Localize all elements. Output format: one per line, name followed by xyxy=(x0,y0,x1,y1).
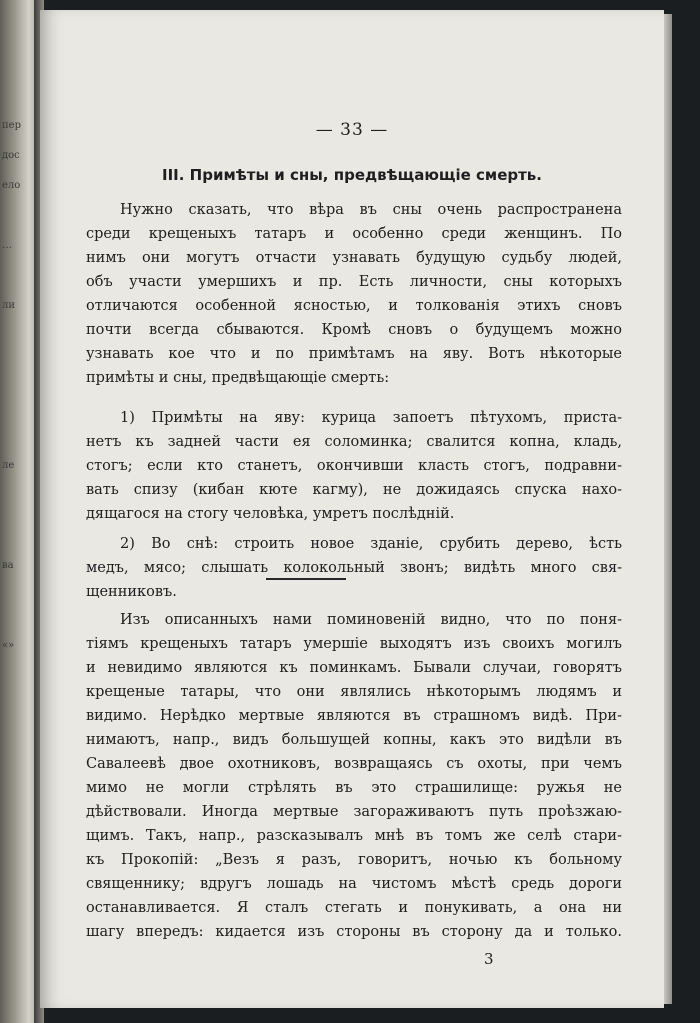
text-line: нимаютъ, напр., видъ большущей копны, какъ это видѣли въ xyxy=(86,732,622,748)
text-line: отличаются особенной ясностью, и толкованія этихъ сновъ xyxy=(86,298,622,314)
facing-page-edge xyxy=(0,0,34,1023)
facing-page-fragment: ли xyxy=(2,300,16,311)
text-line: щенниковъ. xyxy=(86,584,177,600)
text-line: священнику; вдругъ лошадь на чистомъ мѣстѣ средь дороги xyxy=(86,876,622,892)
text-line: среди крещеныхъ татаръ и особенно среди женщинъ. По xyxy=(86,226,622,242)
running-head: — 33 — xyxy=(315,120,389,140)
section-title: III. Примѣты и сны, предвѣщающіе смерть. xyxy=(162,166,542,184)
text-line: крещеные татары, что они являлись нѣкоторымъ людямъ и xyxy=(86,684,622,700)
text-line: и невидимо являются къ поминкамъ. Бывали случаи, говорятъ xyxy=(86,660,622,676)
facing-page-fragment: … xyxy=(2,240,12,251)
text-line: вать спизу (кибан кюте кагму), не дожидаясь спуска нахо- xyxy=(86,482,622,498)
text-line: Савалеевѣ двое охотниковъ, возвращаясь съ охоты, при чемъ xyxy=(86,756,622,772)
facing-page-fragment: ва xyxy=(2,560,14,571)
page-stack-edge xyxy=(664,14,672,1004)
facing-page-fragment: дос xyxy=(2,150,20,161)
text-line: почти всегда сбываются. Кромѣ сновъ о будущемъ можно xyxy=(86,322,622,338)
text-line: Нужно сказать, что вѣра въ сны очень распространена xyxy=(120,202,622,218)
text-line: шагу впередъ: кидается изъ стороны въ сторону да и только. xyxy=(86,924,622,940)
text-line: нетъ къ задней части ея соломинка; свалится копна, кладь, xyxy=(86,434,622,450)
page-number: 3 xyxy=(484,950,494,968)
text-line: мимо не могли стрѣлять въ это страшилище: ружья не xyxy=(86,780,622,796)
facing-page-fragment: пер xyxy=(2,120,21,131)
text-line: дѣйствовали. Иногда мертвые загораживаютъ путь проѣзжаю- xyxy=(86,804,622,820)
section-divider xyxy=(266,578,346,580)
text-line: къ Прокопій: „Везъ я разъ, говоритъ, ночью къ больному xyxy=(86,852,622,868)
text-line: Изъ описанныхъ нами поминовеній видно, что по поня- xyxy=(120,612,622,628)
text-line: видимо. Нерѣдко мертвые являются въ страшномъ видѣ. При- xyxy=(86,708,622,724)
text-line: 1) Примѣты на яву: курица запоетъ пѣтухомъ, приста- xyxy=(120,410,622,426)
text-line: стогъ; если кто станетъ, окончивши класть стогъ, подравни- xyxy=(86,458,622,474)
text-line: тіямъ крещеныхъ татаръ умершіе выходятъ изъ своихъ могилъ xyxy=(86,636,622,652)
facing-page-fragment: ело xyxy=(2,180,21,191)
facing-page-fragment: ле xyxy=(2,460,15,471)
text-line: медъ, мясо; слышать колокольный звонъ; видѣть много свя- xyxy=(86,560,622,576)
text-line: нимъ они могутъ отчасти узнавать будущую судьбу людей, xyxy=(86,250,622,266)
book-page xyxy=(40,10,664,1008)
text-line: дящагося на стогу человѣка, умретъ послѣдній. xyxy=(86,506,455,522)
text-line: останавливается. Я сталъ стегать и понукивать, а она ни xyxy=(86,900,622,916)
text-line: 2) Во снѣ: строить новое зданіе, срубить дерево, ѣсть xyxy=(120,536,622,552)
facing-page-fragment: «» xyxy=(2,640,15,651)
text-line: щимъ. Такъ, напр., разсказывалъ мнѣ въ томъ же селѣ стари- xyxy=(86,828,622,844)
text-line: узнавать кое что и по примѣтамъ на яву. Вотъ нѣкоторые xyxy=(86,346,622,362)
text-line: примѣты и сны, предвѣщающіе смерть: xyxy=(86,370,390,386)
text-line: объ участи умершихъ и пр. Есть личности, сны которыхъ xyxy=(86,274,622,290)
